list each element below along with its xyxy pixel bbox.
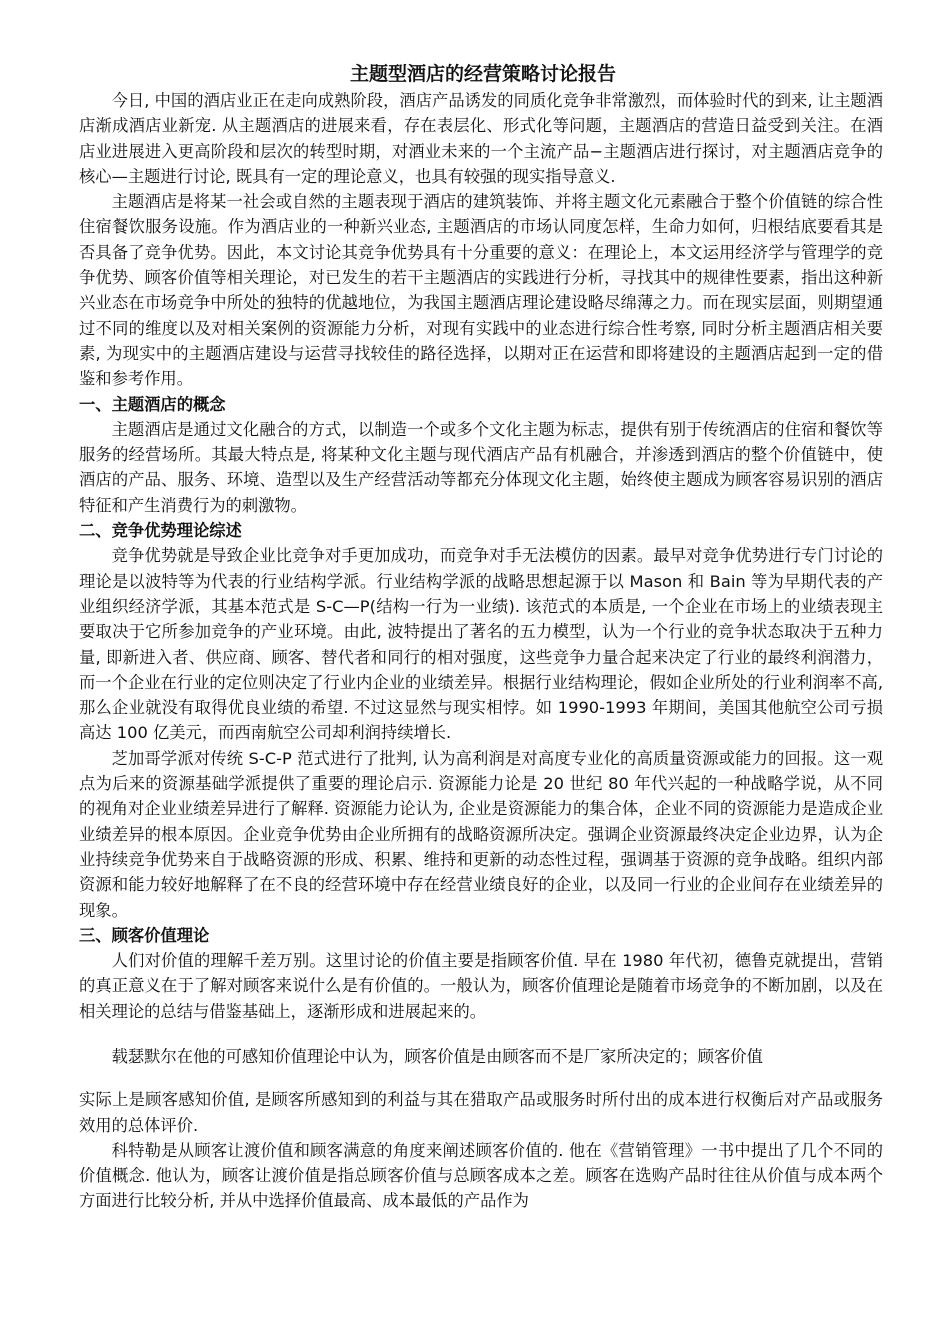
document-page	[79, 60, 883, 1214]
section-3-paragraph-2: 载瑟默尔在他的可感知价值理论中认为，顾客价值是由顾客而不是厂家所决定的；顾客价值	[111, 1046, 763, 1066]
section-2-paragraph-1: 竞争优势就是导致企业比竞争对手更加成功，而竞争对手无法模仿的因素。最早对竞争优势进行专门讨论的理论是以波特等为代表的行业结构学派。行业结构学派的战略思想起源于以 Mason 和 Bain 等为早期代表的产业组织经济学派，其基本范式是 S-C—P(结构一行为一业绩). 该范式的本质是, 一个企业在市场上的业绩表现主要取决于它所参加竞争的产业环境。由此, 波特提出了著名的五力模型，认为一个行业的竞争状态取决于五种力量, 即新进入者、供应商、顾客、替代者和同行的相对强度，这些竞争力量合起来决定了行业的最终利润潜力，而一个企业在行业的定位则决定了行业内企业的业绩差异。根据行业结构理论，假如企业所处的行业利润率不高, 那么企业就没有取得优良业绩的希望. 不过这显然与现实相悖。如 1990-1993 年期间，美国其他航空公司亏损高达 100 亿美元，而西南航空公司却利润持续增长.	[79, 546, 883, 743]
section-2-paragraph-2: 芝加哥学派对传统 S-C-P 范式进行了批判, 认为高利润是对高度专业化的高质量资源或能力的回报。这一观点为后来的资源基础学派提供了重要的理论启示. 资源能力论是 20 世纪 80 年代兴起的一种战略学说，从不同的视角对企业业绩差异进行了解释. 资源能力论认为, 企业是资源能力的集合体，企业不同的资源能力是造成企业业绩差异的根本原因。企业竞争优势由企业所拥有的战略资源所决定。强调企业资源最终决定企业边界，认为企业持续竞争优势来自于战略资源的形成、积累、维持和更新的动态性过程，强调基于资源的竞争战略。组织内部资源和能力较好地解释了在不良的经营环境中存在经营业绩良好的企业，以及同一行业的企业间存在业绩差异的现象。	[79, 748, 883, 920]
section-3-paragraph-1: 人们对价值的理解千差万别。这里讨论的价值主要是指顾客价值. 早在 1980 年代初，德鲁克就提出，营销的真正意义在于了解对顾客来说什么是有价值的。一般认为，顾客价值理论是随着市场竞争的不断加剧，以及在相关理论的总结与借鉴基础上，逐渐形成和进展起来的。	[79, 951, 883, 1021]
intro-paragraph-2: 主题酒店是将某一社会或自然的主题表现于酒店的建筑装饰、并将主题文化元素融合于整个价值链的综合性住宿餐饮服务设施。作为酒店业的一种新兴业态, 主题酒店的市场认同度怎样，生命力如何，归根结底要看其是否具备了竞争优势。因此，本文讨论其竞争优势具有十分重要的意义：在理论上，本文运用经济学与管理学的竞争优势、顾客价值等相关理论，对已发生的若干主题酒店的实践进行分析，寻找其中的规律性要素，指出这种新兴业态在市场竞争中所处的独特的优越地位，为我国主题酒店理论建设略尽绵薄之力。而在现实层面，则期望通过不同的维度以及对相关案例的资源能力分析，对现有实践中的业态进行综合性考察, 同时分析主题酒店相关要素, 为现实中的主题酒店建设与运营寻找较佳的路径选择，以期对正在运营和即将建设的主题酒店起到一定的借鉴和参考作用。	[79, 192, 883, 389]
intro-paragraph-1: 今日, 中国的酒店业正在走向成熟阶段，酒店产品诱发的同质化竞争非常激烈，而体验时代的到来, 让主题酒店渐成酒店业新宠. 从主题酒店的进展来看，存在表层化、形式化等问题，主题酒店的营造日益受到关注。在酒店业进展进入更高阶段和层次的转型时期，对酒业未来的一个主流产品−主题酒店进行探讨，对主题酒店竞争的核心—主题进行讨论, 既具有一定的理论意义，也具有较强的现实指导意义.	[79, 91, 883, 186]
section-1-heading: 一、主题酒店的概念	[79, 394, 226, 414]
section-3-paragraph-2-continued: 实际上是顾客感知价值, 是顾客所感知到的利益与其在猎取产品或服务时所付出的成本进行权衡后对产品或服务效用的总体评价.	[79, 1090, 883, 1135]
section-2-heading: 二、竞争优势理论综述	[79, 521, 242, 541]
section-1-paragraph-1: 主题酒店是通过文化融合的方式，以制造一个或多个文化主题为标志，提供有别于传统酒店的住宿和餐饮等服务的经营场所。其最大特点是, 将某种文化主题与现代酒店产品有机融合，并渗透到酒店的整个价值链中，使酒店的产品、服务、环境、造型以及生产经营活动等都充分体现文化主题，始终使主题成为顾客容易识别的酒店特征和产生消费行为的刺激物。	[79, 419, 883, 515]
document-title: 主题型酒店的经营策略讨论报告	[349, 63, 616, 85]
section-3-paragraph-3: 科特勒是从顾客让渡价值和顾客满意的角度来阐述顾客价值的. 他在《营销管理》一书中提出了几个不同的价值概念. 他认为，顾客让渡价值是指总顾客价值与总顾客成本之差。顾客在选购产品时往往从价值与成本两个方面进行比较分析, 并从中选择价值最高、成本最低的产品作为	[79, 1140, 883, 1211]
section-3-heading: 三、顾客价值理论	[79, 925, 210, 945]
